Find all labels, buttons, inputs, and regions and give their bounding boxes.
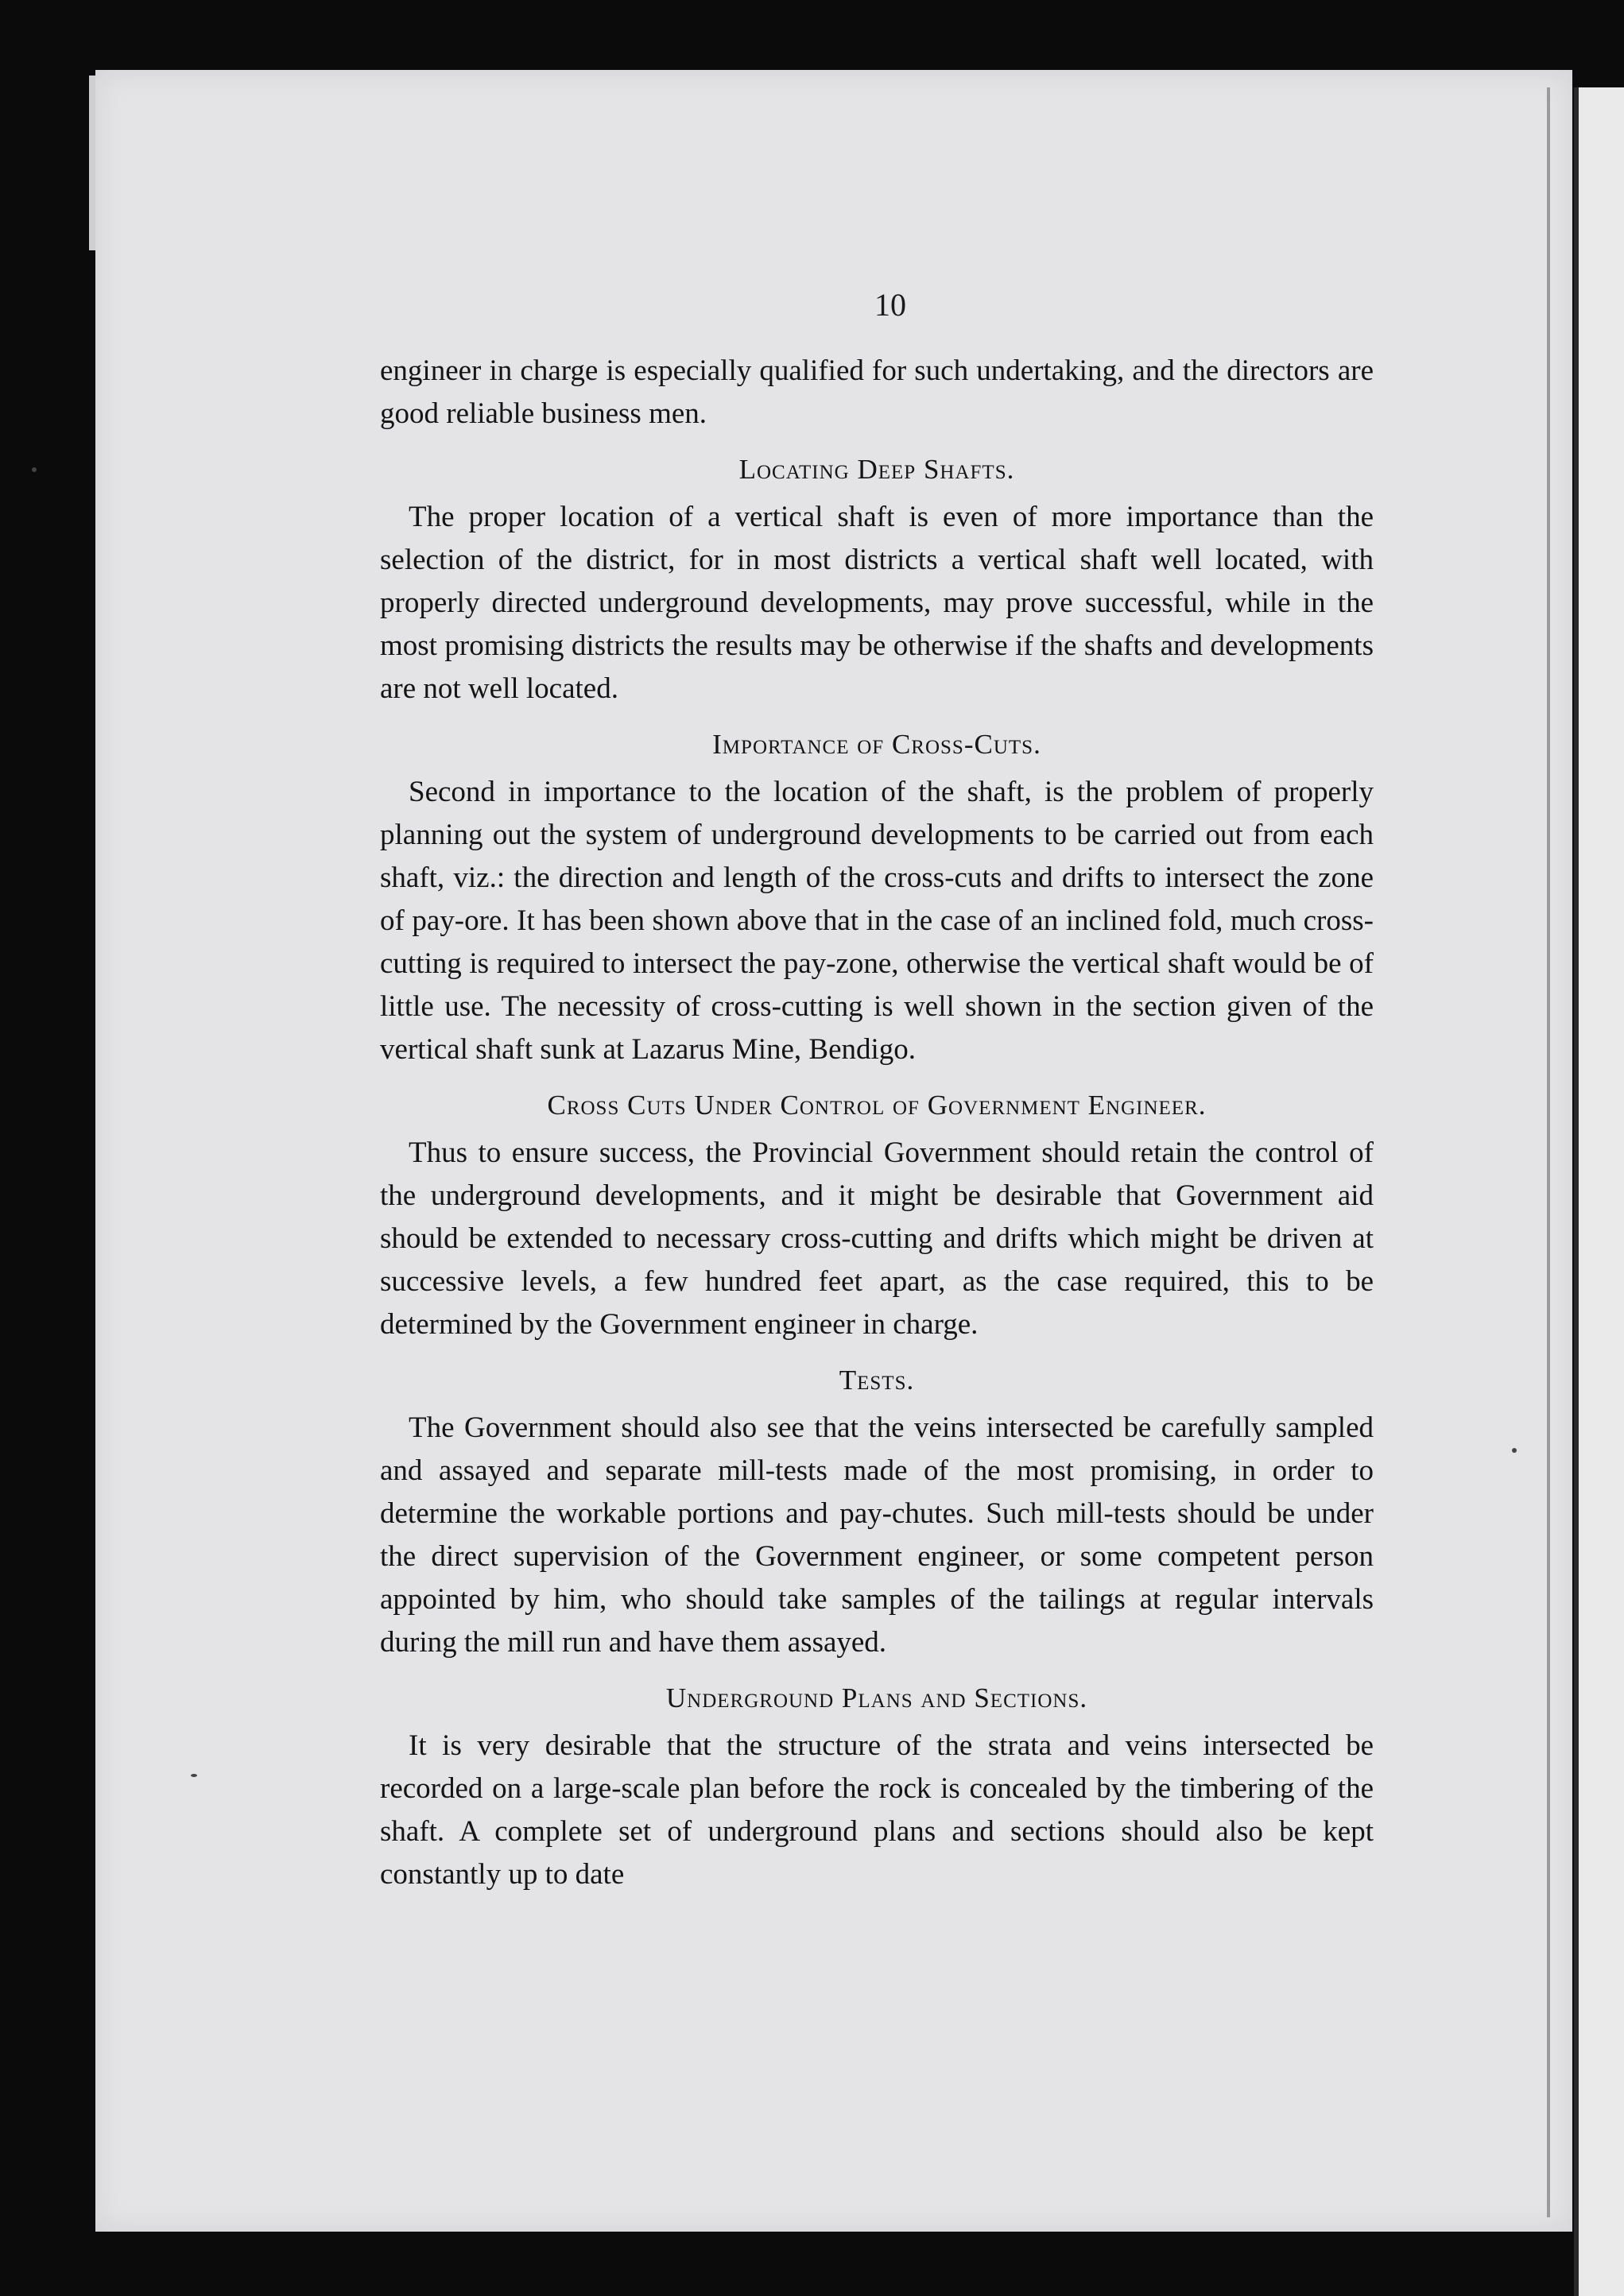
section-heading: Importance of Cross-Cuts. (712, 729, 1041, 760)
page-number: 10 (874, 287, 906, 323)
section-heading: Cross Cuts Under Control of Government Engineer. (547, 1090, 1207, 1121)
paragraph: It is very desirable that the structure of the strata and veins intersected be recorded on a large-scale plan before the rock is concealed by the timbering of the shaft. A complete set of underground plans and sections should also be kept constantly up to date (380, 1729, 1374, 1891)
scan-speck (1512, 1448, 1517, 1453)
page-fold-line (1547, 87, 1550, 2217)
section-heading: Locating Deep Shafts. (738, 454, 1015, 485)
paragraph: Second in importance to the location of the shaft, is the problem of properly planning out the system of underground developments to be carried out from each shaft, viz.: the direction and length of the cross-cuts and drifts to intersect the zone of pay-ore. It has been shown above that in the case of an inclined fold, much cross-cutting is required to intersect the pay-zone, otherwise the vertical shaft would be of little use. The necessity of cross-cutting is well shown in the section given of the vertical shaft sunk at Lazarus Mine, Bendigo. (380, 776, 1374, 1066)
paragraph: engineer in charge is especially qualified for such undertaking, and the directors are good reliable business men. (380, 354, 1374, 430)
paragraph: The proper location of a vertical shaft is even of more importance than the selection of the district, for in most districts a vertical shaft well located, with properly directed underground developments, may prove successful, while in the most promising districts the results may be otherwise if the shafts and developments are not well located. (380, 501, 1374, 705)
body-text (380, 350, 1374, 1896)
facing-page-edge (1574, 87, 1624, 2296)
scan-speck (32, 467, 37, 472)
scan-speck (191, 1774, 197, 1777)
section-heading: Underground Plans and Sections. (665, 1682, 1088, 1713)
paragraph: Thus to ensure success, the Provincial Government should retain the control of the underground developments, and it might be desirable that Government aid should be extended to necessary cross-cutting and drifts which might be driven at successive levels, a few hundred feet apart, as the case required, this to be determined by the Government engineer in charge. (380, 1136, 1374, 1341)
section-heading: Tests. (839, 1365, 915, 1396)
paragraph: The Government should also see that the veins intersected be carefully sampled and assayed and separate mill-tests made of the most promising, in order to determine the workable portions and pay-chutes. Such mill-tests should be under the direct supervision of the Government engineer, or some competent person appointed by him, who should take samples of the tailings at regular intervals during the mill run and have them assayed. (380, 1411, 1374, 1659)
